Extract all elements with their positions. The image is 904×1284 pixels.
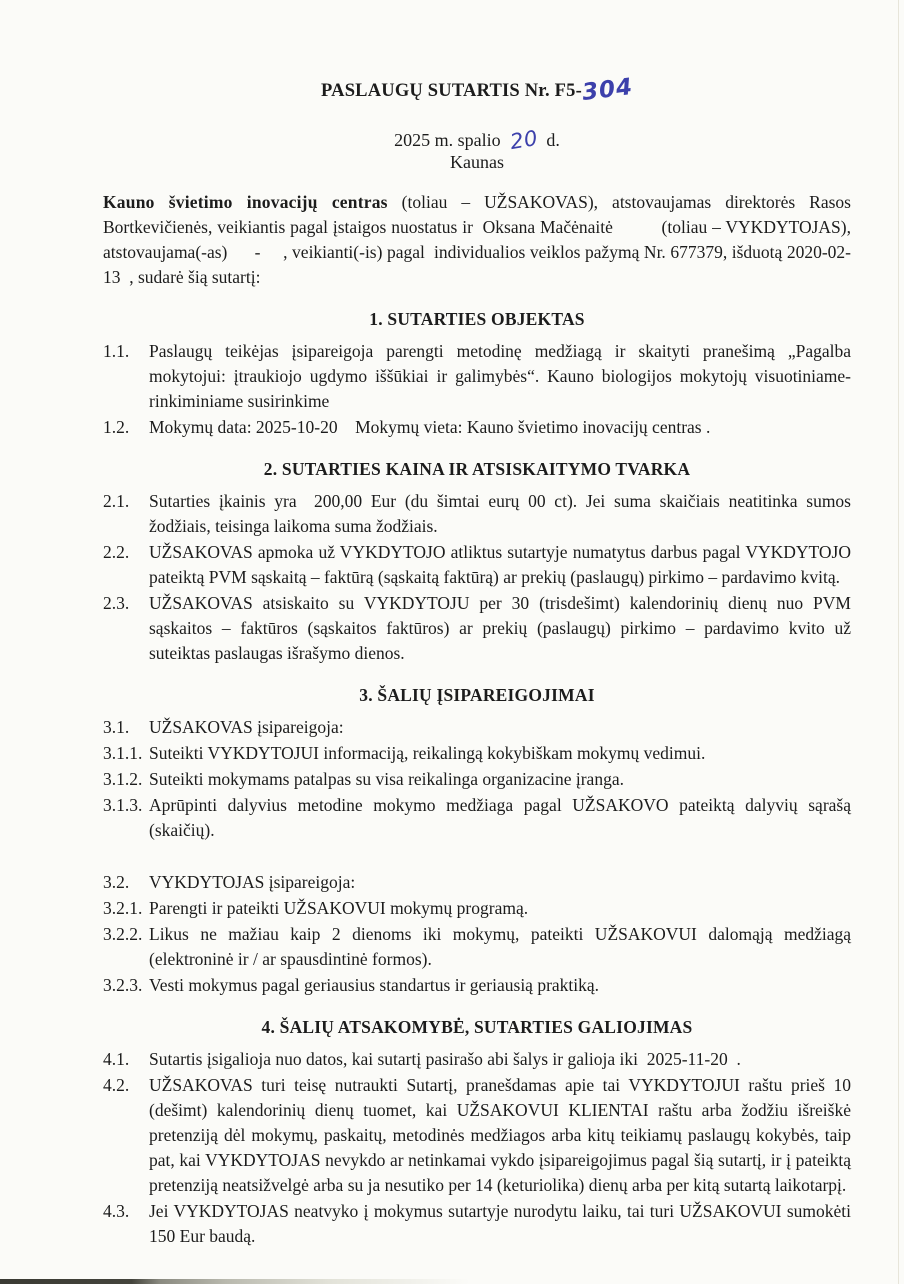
clause-3-2 [103, 870, 851, 895]
clause-3-2-1 [103, 896, 851, 921]
clause-text: Mokymų data: 2025-10-20 Mokymų vieta: Kauno švietimo inovacijų centras . [149, 417, 711, 437]
date-suffix: d. [546, 130, 560, 150]
clause-text: Suteikti VYKDYTOJUI informaciją, reikalingą kokybiškam mokymų vedimui. [149, 743, 706, 763]
scan-edge-line [898, 0, 899, 1284]
clause-4-2 [103, 1073, 851, 1198]
scan-bottom-artifact [0, 1279, 470, 1284]
section-heading-1: 1. SUTARTIES OBJEKTAS [369, 309, 585, 329]
clause-1-1 [103, 339, 851, 414]
section-heading-3: 3. ŠALIŲ ĮSIPAREIGOJIMAI [359, 685, 595, 705]
clause-3-2-3 [103, 973, 851, 998]
date-line [103, 125, 851, 155]
clause-3-1-1 [103, 741, 851, 766]
clause-text: UŽSAKOVAS atsiskaito su VYKDYTOJU per 30 (trisdešimt) kalendorinių dienų nuo PVM sąskaitos – faktūros (sąskaitos faktūros) ar prekių (paslaugų) pirkimo – pardavimo kvito už suteiktas paslaugas išrašymo dienos. [149, 593, 851, 663]
clause-number: 4.2. [103, 1075, 130, 1095]
clause-text: UŽSAKOVAS apmoka už VYKDYTOJO atliktus sutartyje numatytus darbus pagal VYKDYTOJO pateiktą PVM sąskaitą – faktūrą (sąskaitą faktūrą) ar prekių (paslaugų) pirkimo – pardavimo kvitą. [149, 542, 851, 587]
contract-title [103, 73, 851, 107]
clause-number: 2.1. [103, 491, 130, 511]
clause-4-3 [103, 1199, 851, 1249]
intro-text: (toliau – UŽSAKOVAS), atstovaujamas direktorės Rasos Bortkevičienės, veikiantis pagal įstaigos nuostatus ir Oksana Mačėnaitė (toliau – VYKDYTOJAS), atstovaujama(-as) - , veikianti(-is) pagal individualios veiklos pažymą Nr. 677379, išduotą 2020-02-13 , sudarė šią sutartį: [103, 192, 851, 287]
clause-number: 4.3. [103, 1201, 130, 1221]
city: Kaunas [450, 152, 504, 172]
clause-number: 3.2.2. [103, 924, 143, 944]
clause-number: 3.1.3. [103, 795, 143, 815]
clause-text: Vesti mokymus pagal geriausius standartus ir geriausią praktiką. [149, 975, 600, 995]
section-heading-2: 2. SUTARTIES KAINA IR ATSISKAITYMO TVARKA [263, 459, 691, 479]
clause-text: Parengti ir pateikti UŽSAKOVUI mokymų programą. [149, 898, 529, 918]
clause-number: 3.2.3. [103, 975, 143, 995]
clause-number: 1.2. [103, 417, 130, 437]
clause-text: Likus ne mažiau kaip 2 dienoms iki mokymų, pateikti UŽSAKOVUI dalomąją medžiagą (elektroninė ir / ar spausdintinė formos). [149, 924, 851, 969]
clause-2-3 [103, 591, 851, 666]
clause-number: 3.1. [103, 717, 130, 737]
clause-text: Aprūpinti dalyvius metodine mokymo medžiaga pagal UŽSAKOVO pateiktą dalyvių sąrašą (skaičių). [149, 795, 851, 840]
clause-number: 3.2.1. [103, 898, 143, 918]
section-heading-4: 4. ŠALIŲ ATSAKOMYBĖ, SUTARTIES GALIOJIMAS [261, 1017, 693, 1037]
clause-3-1 [103, 715, 851, 740]
clause-4-1 [103, 1047, 851, 1072]
clause-number: 3.1.2. [103, 769, 143, 789]
clause-number: 3.1.1. [103, 743, 143, 763]
intro-paragraph [103, 190, 851, 290]
date-day-handwritten: 20 [508, 125, 540, 155]
intro-party-name: Kauno švietimo inovacijų centras [103, 192, 388, 212]
clause-2-1 [103, 489, 851, 539]
clause-3-1-3 [103, 793, 851, 843]
clause-text: UŽSAKOVAS turi teisę nutraukti Sutartį, pranešdamas apie tai VYKDYTOJUI raštu prieš 10 (dešimt) kalendorinių dienų tuomet, kai UŽSAKOVUI KLIENTAI raštu arba žodžiu išreiškė pretenziją dėl mokymų, paskaitų, metodinės medžiagos arba kitų teikiamų paslaugų kokybės, taip pat, kai VYKDYTOJAS nevykdo ar netinkamai vykdo įsipareigojimus pagal šią sutartį, ir į pateiktą pretenziją neatsižvelgė arba su ja nesutiko per 14 (keturiolika) dienų arba per kitą sutartą laikotarpį. [149, 1075, 851, 1195]
clause-text: Suteikti mokymams patalpas su visa reikalinga organizacine įranga. [149, 769, 624, 789]
clause-number: 1.1. [103, 341, 130, 361]
clause-number: 4.1. [103, 1049, 130, 1069]
contract-title-text: PASLAUGŲ SUTARTIS Nr. F5- [321, 81, 582, 101]
contract-number-handwritten: 304 [580, 73, 635, 107]
clause-number: 2.3. [103, 593, 130, 613]
clause-text: Sutartis įsigalioja nuo datos, kai sutartį pasirašo abi šalys ir galioja iki 2025-11-20 . [149, 1049, 741, 1069]
clause-2-2 [103, 540, 851, 590]
clause-1-2 [103, 415, 851, 440]
clause-text: VYKDYTOJAS įsipareigoja: [149, 872, 356, 892]
clause-text: UŽSAKOVAS įsipareigoja: [149, 717, 344, 737]
date-prefix: 2025 m. spalio [394, 130, 501, 150]
clause-3-1-2 [103, 767, 851, 792]
clause-text: Sutarties įkainis yra 200,00 Eur (du šimtai eurų 00 ct). Jei suma skaičiais neatitinka sumos žodžiais, teisinga laikoma suma žodžiais. [149, 491, 851, 536]
clause-number: 2.2. [103, 542, 130, 562]
clause-text: Paslaugų teikėjas įsipareigoja parengti metodinę medžiagą ir skaityti pranešimą „Pagalba mokytojui: įtraukiojo ugdymo iššūkiai ir galimybės“. Kauno biologijos mokytojų visuotiniame-rinkiminiame susirinkime [149, 341, 851, 411]
clause-number: 3.2. [103, 872, 130, 892]
clause-text: Jei VYKDYTOJAS neatvyko į mokymus sutartyje nurodytu laiku, tai turi UŽSAKOVUI sumokėti 150 Eur baudą. [149, 1201, 851, 1246]
clause-3-2-2 [103, 922, 851, 972]
